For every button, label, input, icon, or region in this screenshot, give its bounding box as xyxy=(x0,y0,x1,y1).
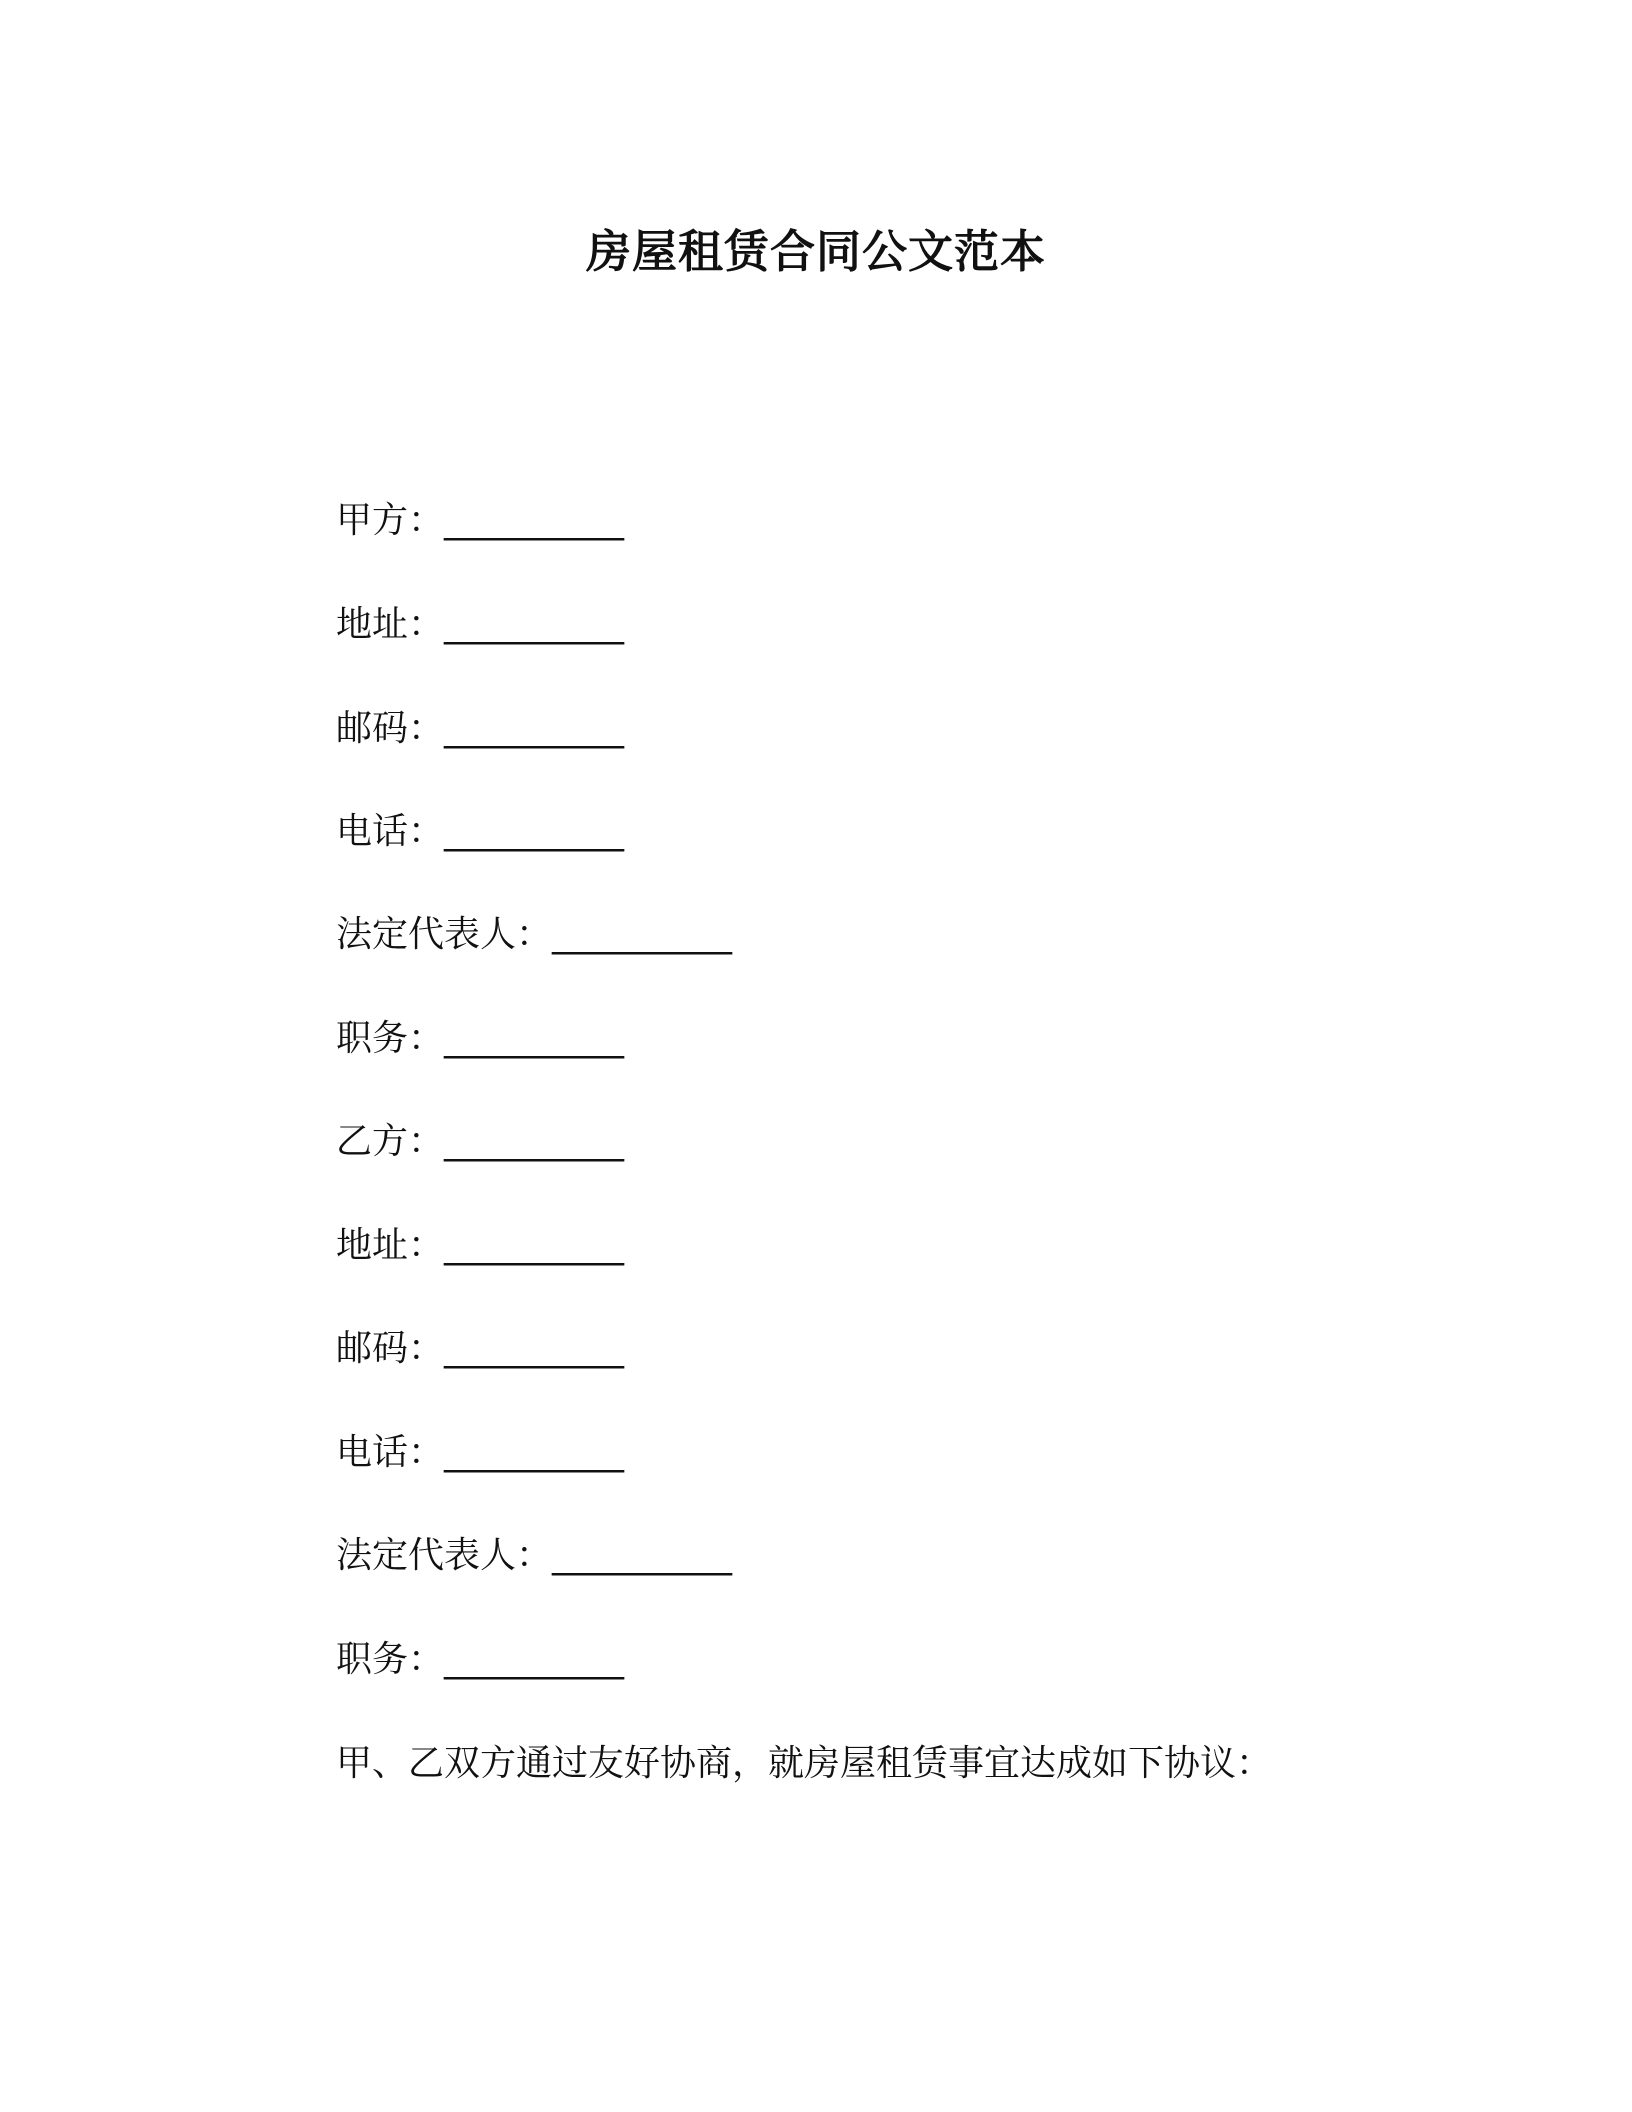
party-a-postcode-field xyxy=(336,705,624,753)
party-b-field xyxy=(336,1118,624,1166)
party-b-address-field xyxy=(336,1222,624,1270)
party-a-legal-rep-field xyxy=(336,911,732,959)
party-b-postcode-field xyxy=(336,1325,624,1373)
field-blank: __________ xyxy=(444,500,625,541)
field-blank: __________ xyxy=(444,1328,625,1369)
field-label: 地址： xyxy=(336,1225,445,1266)
field-label: 邮码： xyxy=(336,1328,445,1369)
field-blank: __________ xyxy=(444,708,625,749)
field-label: 电话： xyxy=(336,1432,445,1473)
agreement-intro: 甲、乙双方通过友好协商，就房屋租赁事宜达成如下协议： xyxy=(336,1743,1273,1784)
field-blank: __________ xyxy=(444,1018,625,1059)
field-blank: __________ xyxy=(444,604,625,645)
field-label: 邮码： xyxy=(336,708,445,749)
party-a-phone-field xyxy=(336,808,624,856)
party-a-position-field xyxy=(336,1015,624,1063)
party-b-phone-field xyxy=(336,1429,624,1477)
field-blank: __________ xyxy=(444,1121,625,1162)
field-label: 地址： xyxy=(336,604,445,645)
document-title: 房屋租赁合同公文范本 xyxy=(585,225,1046,278)
party-a-address-field xyxy=(336,601,624,649)
field-blank: __________ xyxy=(444,1432,625,1473)
field-label: 法定代表人： xyxy=(336,914,553,955)
party-a-field xyxy=(336,497,624,545)
party-b-legal-rep-field xyxy=(336,1532,732,1580)
field-label: 职务： xyxy=(336,1639,445,1680)
field-label: 甲方： xyxy=(336,500,445,541)
field-blank: __________ xyxy=(444,811,625,852)
field-label: 职务： xyxy=(336,1018,445,1059)
field-label: 电话： xyxy=(336,811,445,852)
field-blank: __________ xyxy=(552,914,733,955)
party-b-position-field xyxy=(336,1636,624,1684)
field-label: 法定代表人： xyxy=(336,1535,553,1576)
field-blank: __________ xyxy=(552,1535,733,1576)
field-blank: __________ xyxy=(444,1639,625,1680)
field-blank: __________ xyxy=(444,1225,625,1266)
field-label: 乙方： xyxy=(336,1121,445,1162)
